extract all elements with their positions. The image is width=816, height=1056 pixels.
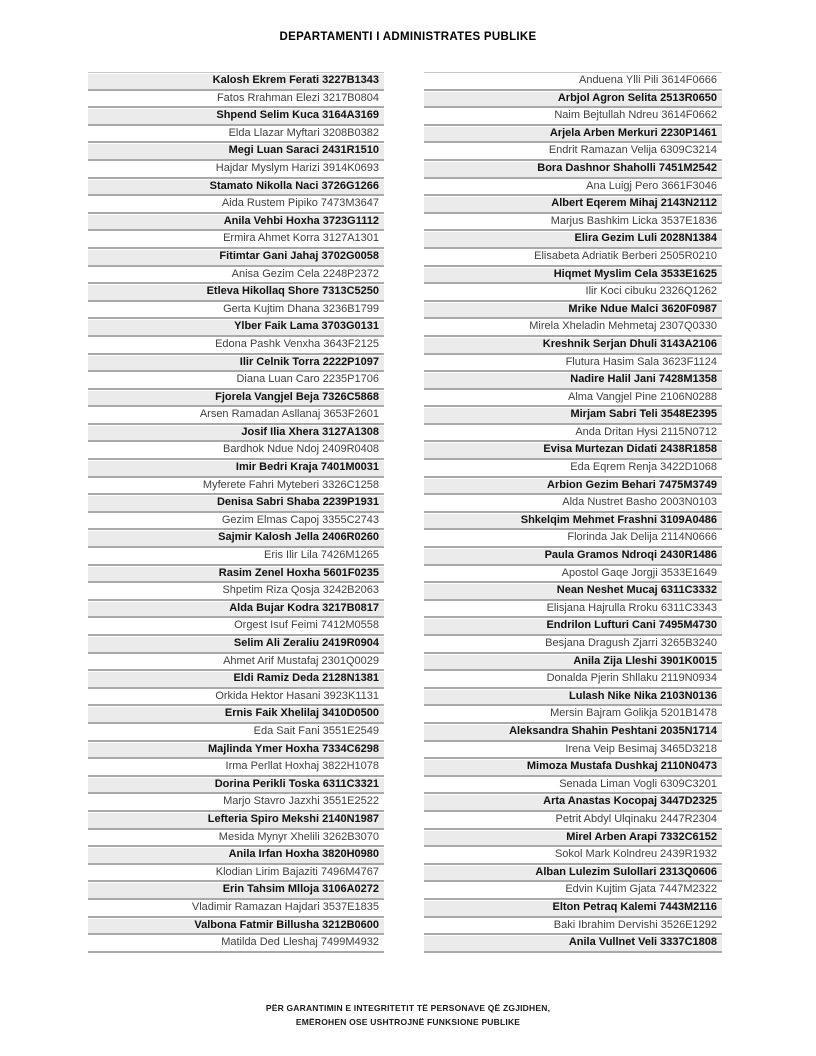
list-item: Mersin Bajram Golikja 5201B1478 xyxy=(424,706,722,724)
list-item: Kalosh Ekrem Ferati 3227B1343 xyxy=(88,73,384,91)
list-item: Gezim Elmas Capoj 3355C2743 xyxy=(88,513,384,531)
list-item: Petrit Abdyl Ulqinaku 2447R2304 xyxy=(424,812,722,830)
list-item: Arsen Ramadan Asllanaj 3653F2601 xyxy=(88,407,384,425)
list-item: Irma Perllat Hoxhaj 3822H1078 xyxy=(88,759,384,777)
list-item: Ylber Faik Lama 3703G0131 xyxy=(88,319,384,337)
list-item: Eldi Ramiz Deda 2128N1381 xyxy=(88,671,384,689)
list-item: Albert Eqerem Mihaj 2143N2112 xyxy=(424,196,722,214)
list-item: Hiqmet Myslim Cela 3533E1625 xyxy=(424,267,722,285)
list-item: Arbion Gezim Behari 7475M3749 xyxy=(424,478,722,496)
list-item: Ana Luigj Pero 3661F3046 xyxy=(424,179,722,197)
list-item: Rasim Zenel Hoxha 5601F0235 xyxy=(88,566,384,584)
list-item: Vladimir Ramazan Hajdari 3537E1835 xyxy=(88,900,384,918)
footer-line-1: PËR GARANTIMIN E INTEGRITETIT TË PERSONAVE QË ZGJIDHEN, xyxy=(265,1003,551,1013)
list-item: Bora Dashnor Shaholli 7451M2542 xyxy=(424,161,722,179)
right-name-column xyxy=(424,72,722,953)
list-item: Ilir Celnik Torra 2222P1097 xyxy=(88,355,384,373)
list-item: Imir Bedri Kraja 7401M0031 xyxy=(88,460,384,478)
list-item: Aleksandra Shahin Peshtani 2035N1714 xyxy=(424,724,722,742)
list-item: Elisjana Hajrulla Rroku 6311C3343 xyxy=(424,601,722,619)
list-item: Alda Nustret Basho 2003N0103 xyxy=(424,495,722,513)
list-item: Anila Vullnet Veli 3337C1808 xyxy=(424,935,722,953)
list-item: Paula Gramos Ndroqi 2430R1486 xyxy=(424,548,722,566)
list-item: Gerta Kujtim Dhana 3236B1799 xyxy=(88,302,384,320)
list-item: Irena Veip Besimaj 3465D3218 xyxy=(424,742,722,760)
list-item: Mrike Ndue Malci 3620F0987 xyxy=(424,302,722,320)
list-item: Etleva Hikollaq Shore 7313C5250 xyxy=(88,284,384,302)
list-item: Elisabeta Adriatik Berberi 2505R0210 xyxy=(424,249,722,267)
list-item: Edvin Kujtim Gjata 7447M2322 xyxy=(424,882,722,900)
list-item: Endrilon Lufturi Cani 7495M4730 xyxy=(424,618,722,636)
list-item: Baki Ibrahim Dervishi 3526E1292 xyxy=(424,918,722,936)
list-item: Endrit Ramazan Velija 6309C3214 xyxy=(424,143,722,161)
list-item: Florinda Jak Delija 2114N0666 xyxy=(424,530,722,548)
list-item: Mirela Xheladin Mehmetaj 2307Q0330 xyxy=(424,319,722,337)
list-item: Anda Dritan Hysi 2115N0712 xyxy=(424,425,722,443)
list-item: Mirel Arben Arapi 7332C6152 xyxy=(424,830,722,848)
list-item: Donalda Pjerin Shllaku 2119N0934 xyxy=(424,671,722,689)
list-item: Edona Pashk Venxha 3643F2125 xyxy=(88,337,384,355)
list-item: Nean Neshet Mucaj 6311C3332 xyxy=(424,583,722,601)
list-item: Orkida Hektor Hasani 3923K1131 xyxy=(88,689,384,707)
list-item: Arbjol Agron Selita 2513R0650 xyxy=(424,91,722,109)
list-item: Sokol Mark Kolndreu 2439R1932 xyxy=(424,847,722,865)
list-item: Fjorela Vangjel Beja 7326C5868 xyxy=(88,390,384,408)
list-item: Mesida Mynyr Xhelili 3262B3070 xyxy=(88,830,384,848)
page-title: DEPARTAMENTI I ADMINISTRATES PUBLIKE xyxy=(279,31,537,43)
list-item: Senada Liman Vogli 6309C3201 xyxy=(424,777,722,795)
list-item: Arta Anastas Kocopaj 3447D2325 xyxy=(424,794,722,812)
list-item: Alban Lulezim Sulollari 2313Q0606 xyxy=(424,865,722,883)
list-item: Josif Ilia Xhera 3127A1308 xyxy=(88,425,384,443)
list-item: Naim Bejtullah Ndreu 3614F0662 xyxy=(424,108,722,126)
list-item: Kreshnik Serjan Dhuli 3143A2106 xyxy=(424,337,722,355)
list-item: Fitimtar Gani Jahaj 3702G0058 xyxy=(88,249,384,267)
list-item: Erin Tahsim Mlloja 3106A0272 xyxy=(88,882,384,900)
list-item: Lefteria Spiro Mekshi 2140N1987 xyxy=(88,812,384,830)
list-item: Ernis Faik Xhelilaj 3410D0500 xyxy=(88,706,384,724)
list-item: Flutura Hasim Sala 3623F1124 xyxy=(424,355,722,373)
list-item: Nadire Halil Jani 7428M1358 xyxy=(424,372,722,390)
list-item: Selim Ali Zeraliu 2419R0904 xyxy=(88,636,384,654)
list-item: Ahmet Arif Mustafaj 2301Q0029 xyxy=(88,654,384,672)
list-item: Anila Zija Lleshi 3901K0015 xyxy=(424,654,722,672)
list-item: Diana Luan Caro 2235P1706 xyxy=(88,372,384,390)
list-item: Eris Ilir Lila 7426M1265 xyxy=(88,548,384,566)
list-item: Klodian Lirim Bajaziti 7496M4767 xyxy=(88,865,384,883)
list-item: Anisa Gezim Cela 2248P2372 xyxy=(88,267,384,285)
list-item: Valbona Fatmir Billusha 3212B0600 xyxy=(88,918,384,936)
list-item: Eda Sait Fani 3551E2549 xyxy=(88,724,384,742)
list-item: Apostol Gaqe Jorgji 3533E1649 xyxy=(424,566,722,584)
list-item: Mirjam Sabri Teli 3548E2395 xyxy=(424,407,722,425)
list-item: Shkelqim Mehmet Frashni 3109A0486 xyxy=(424,513,722,531)
list-item: Marjo Stavro Jazxhi 3551E2522 xyxy=(88,794,384,812)
list-item: Dorina Perikli Toska 6311C3321 xyxy=(88,777,384,795)
footer-line-2: EMËROHEN OSE USHTROJNË FUNKSIONE PUBLIKE xyxy=(295,1017,521,1027)
list-item: Marjus Bashkim Licka 3537E1836 xyxy=(424,214,722,232)
list-item: Lulash Nike Nika 2103N0136 xyxy=(424,689,722,707)
list-item: Denisa Sabri Shaba 2239P1931 xyxy=(88,495,384,513)
list-item: Shpetim Riza Qosja 3242B2063 xyxy=(88,583,384,601)
list-item: Aida Rustem Pipiko 7473M3647 xyxy=(88,196,384,214)
list-item: Elira Gezim Luli 2028N1384 xyxy=(424,231,722,249)
list-item: Alda Bujar Kodra 3217B0817 xyxy=(88,601,384,619)
list-item: Mimoza Mustafa Dushkaj 2110N0473 xyxy=(424,759,722,777)
list-item: Myferete Fahri Myteberi 3326C1258 xyxy=(88,478,384,496)
list-item: Ermira Ahmet Korra 3127A1301 xyxy=(88,231,384,249)
list-item: Besjana Dragush Zjarri 3265B3240 xyxy=(424,636,722,654)
list-item: Anduena Ylli Pili 3614F0666 xyxy=(424,73,722,91)
list-item: Majlinda Ymer Hoxha 7334C6298 xyxy=(88,742,384,760)
list-item: Sajmir Kalosh Jella 2406R0260 xyxy=(88,530,384,548)
list-item: Anila Vehbi Hoxha 3723G1112 xyxy=(88,214,384,232)
list-item: Matilda Ded Lleshaj 7499M4932 xyxy=(88,935,384,953)
list-item: Stamato Nikolla Naci 3726G1266 xyxy=(88,179,384,197)
list-item: Hajdar Myslym Harizi 3914K0693 xyxy=(88,161,384,179)
list-item: Shpend Selim Kuca 3164A3169 xyxy=(88,108,384,126)
list-item: Bardhok Ndue Ndoj 2409R0408 xyxy=(88,442,384,460)
list-item: Arjela Arben Merkuri 2230P1461 xyxy=(424,126,722,144)
list-item: Eda Eqrem Renja 3422D1068 xyxy=(424,460,722,478)
list-item: Elda Llazar Myftari 3208B0382 xyxy=(88,126,384,144)
list-item: Elton Petraq Kalemi 7443M2116 xyxy=(424,900,722,918)
list-item: Ilir Koci cibuku 2326Q1262 xyxy=(424,284,722,302)
list-item: Orgest Isuf Feimi 7412M0558 xyxy=(88,618,384,636)
footer-note xyxy=(0,1001,816,1029)
list-item: Megi Luan Saraci 2431R1510 xyxy=(88,143,384,161)
name-lists xyxy=(88,72,722,953)
list-item: Alma Vangjel Pine 2106N0288 xyxy=(424,390,722,408)
list-item: Anila Irfan Hoxha 3820H0980 xyxy=(88,847,384,865)
left-name-column xyxy=(88,72,384,953)
list-item: Evisa Murtezan Didati 2438R1858 xyxy=(424,442,722,460)
list-item: Fatos Rrahman Elezi 3217B0804 xyxy=(88,91,384,109)
